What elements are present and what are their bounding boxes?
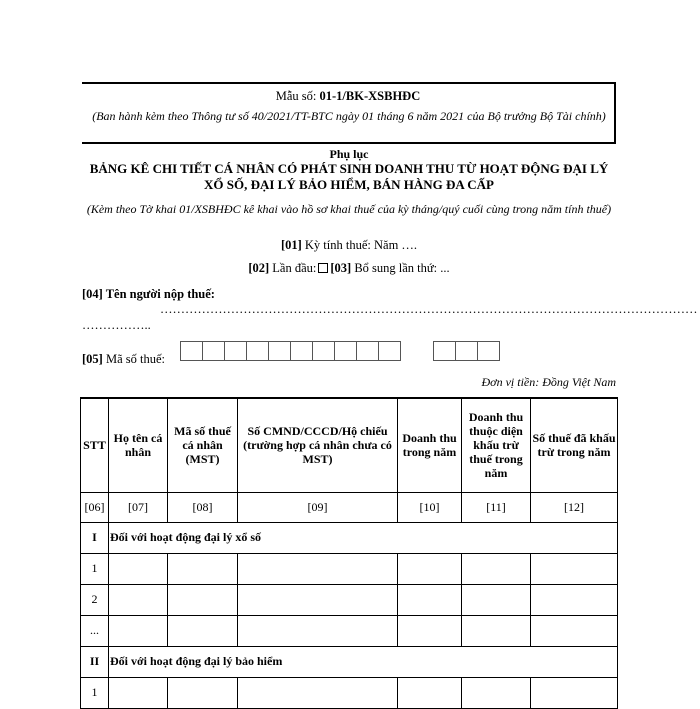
- table-cell[interactable]: [398, 584, 462, 615]
- section-lottery-row: [81, 522, 618, 553]
- tax-id-digit[interactable]: [356, 341, 379, 361]
- table-cell[interactable]: [398, 553, 462, 584]
- column-number: [09]: [238, 492, 398, 522]
- table-cell[interactable]: [238, 584, 398, 615]
- column-number: [11]: [462, 492, 531, 522]
- column-number: [10]: [398, 492, 462, 522]
- tax-id-digit[interactable]: [202, 341, 225, 361]
- section-number: I: [81, 522, 109, 553]
- section-number: II: [81, 646, 109, 677]
- tax-period-code: [01]: [280, 238, 302, 252]
- table-cell[interactable]: [109, 553, 168, 584]
- tax-id-digit[interactable]: [180, 341, 203, 361]
- table-cell[interactable]: [462, 553, 531, 584]
- column-number: [07]: [109, 492, 168, 522]
- first-time-code: [02]: [248, 261, 270, 275]
- tax-period-text: Kỳ tính thuế: Năm ….: [301, 238, 418, 252]
- table-cell[interactable]: [168, 584, 238, 615]
- form-code-line: [82, 89, 614, 104]
- header-tax-id: Mã số thuế cá nhân (MST): [168, 398, 238, 492]
- appendix-label: Phụ lục: [329, 147, 369, 161]
- table-cell[interactable]: [531, 677, 618, 708]
- tax-period-line: [82, 238, 616, 253]
- column-number: [08]: [168, 492, 238, 522]
- header-stt: STT: [81, 398, 109, 492]
- table-cell[interactable]: [531, 584, 618, 615]
- table-cell[interactable]: [238, 553, 398, 584]
- table-cell[interactable]: [531, 553, 618, 584]
- header-revenue: Doanh thu trong năm: [398, 398, 462, 492]
- form-code: 01-1/BK-XSBHĐC: [319, 89, 421, 103]
- tax-id-suffix-digit[interactable]: [455, 341, 478, 361]
- table-cell[interactable]: [462, 615, 531, 646]
- form-code-label: Mẫu số:: [275, 89, 320, 103]
- column-number-row: [81, 492, 618, 522]
- tax-id-digit[interactable]: [268, 341, 291, 361]
- first-time-checkbox[interactable]: [318, 263, 328, 273]
- tax-id-code: [05]: [82, 352, 103, 366]
- supplement-text: Bổ sung lần thứ: ...: [351, 261, 450, 275]
- table-cell[interactable]: [168, 677, 238, 708]
- row-number: ...: [81, 615, 109, 646]
- table-cell[interactable]: [238, 615, 398, 646]
- tax-id-digit[interactable]: [312, 341, 335, 361]
- tax-id-digit[interactable]: [290, 341, 313, 361]
- detail-table: [80, 397, 618, 709]
- column-number: [06]: [81, 492, 109, 522]
- tax-id-digit[interactable]: [246, 341, 269, 361]
- tax-id-digit-boxes[interactable]: [180, 341, 400, 361]
- table-cell[interactable]: [462, 584, 531, 615]
- tax-id-suffix-digit[interactable]: [477, 341, 500, 361]
- header-withholding-revenue: Doanh thu thuộc diện khấu trừ thuế trong năm: [462, 398, 531, 492]
- taxpayer-name-dots-2: ……………..: [82, 318, 151, 332]
- header-full-name: Họ tên cá nhân: [109, 398, 168, 492]
- first-time-text: Lần đầu:: [269, 261, 317, 275]
- tax-id-suffix-boxes[interactable]: [433, 341, 499, 361]
- attachment-note: (Kèm theo Tờ khai 01/XSBHĐC kê khai vào hồ sơ khai thuế của kỳ tháng/quý cuối cùng trong năm tính thuế): [86, 202, 612, 216]
- header-tax-withheld: Số thuế đã khấu trừ trong năm: [531, 398, 618, 492]
- row-number: 1: [81, 677, 109, 708]
- table-cell[interactable]: [109, 584, 168, 615]
- taxpayer-name-label: [04] Tên người nộp thuế:: [82, 287, 215, 301]
- row-number: 2: [81, 584, 109, 615]
- table-row: [81, 615, 618, 646]
- table-cell[interactable]: [398, 615, 462, 646]
- taxpayer-dots-line-1: …………………………………………………………………………………………………………………: [160, 302, 698, 316]
- tax-id-digit[interactable]: [224, 341, 247, 361]
- table-row: [81, 553, 618, 584]
- tax-id-digit[interactable]: [378, 341, 401, 361]
- table-row: [81, 584, 618, 615]
- form-header-box: [82, 82, 616, 144]
- tax-id-label: [82, 352, 165, 367]
- table-cell[interactable]: [109, 677, 168, 708]
- tax-id-suffix-digit[interactable]: [433, 341, 456, 361]
- form-reference: (Ban hành kèm theo Thông tư số 40/2021/TT-BTC ngày 01 tháng 6 năm 2021 của Bộ trưởng Bộ Tài chính): [92, 109, 606, 123]
- table-cell[interactable]: [398, 677, 462, 708]
- declaration-type-line: [82, 261, 616, 276]
- table-cell[interactable]: [168, 553, 238, 584]
- supplement-code: [03]: [330, 261, 352, 275]
- section-label: Đối với hoạt động đại lý xổ số: [109, 522, 618, 553]
- row-number: 1: [81, 553, 109, 584]
- column-number: [12]: [531, 492, 618, 522]
- table-cell[interactable]: [109, 615, 168, 646]
- currency-unit: Đơn vị tiền: Đồng Việt Nam: [481, 375, 616, 389]
- table-cell[interactable]: [238, 677, 398, 708]
- taxpayer-name-dots[interactable]: [160, 302, 698, 317]
- document-title: BẢNG KÊ CHI TIẾT CÁ NHÂN CÓ PHÁT SINH DOANH THU TỪ HOẠT ĐỘNG ĐẠI LÝ XỔ SỐ, ĐẠI LÝ BẢO HIỂM, BÁN HÀNG ĐA CẤP: [89, 161, 609, 192]
- table-row: [81, 677, 618, 708]
- table-cell[interactable]: [168, 615, 238, 646]
- tax-id-digit[interactable]: [334, 341, 357, 361]
- header-id-number: Số CMND/CCCD/Hộ chiếu (trường hợp cá nhân chưa có MST): [238, 398, 398, 492]
- table-cell[interactable]: [462, 677, 531, 708]
- section-label: Đối với hoạt động đại lý bảo hiểm: [109, 646, 618, 677]
- section-insurance-row: [81, 646, 618, 677]
- table-cell[interactable]: [531, 615, 618, 646]
- table-header-row: [81, 398, 618, 492]
- tax-id-text: Mã số thuế:: [102, 352, 165, 366]
